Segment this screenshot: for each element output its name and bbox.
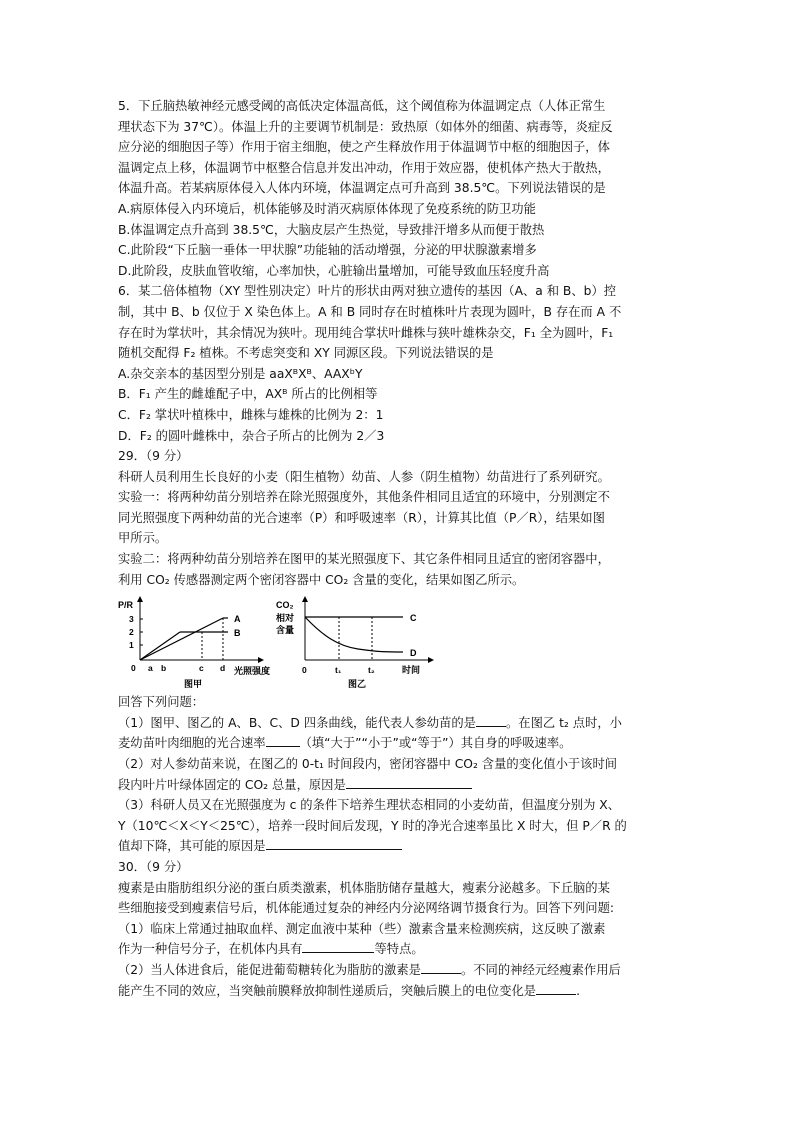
x-tick-label: b (161, 663, 167, 674)
text-line: 制，其中 B、b 仅位于 X 染色体上。A 和 B 同时存在时植株叶片表现为圆叶，B 存在而 A 不 (118, 304, 622, 319)
question-text-block (118, 96, 680, 590)
text-line: 瘦素是由脂肪组织分泌的蛋白质类激素，机体脂肪储存量越大，瘦素分泌越多。下丘脑的某 (118, 880, 610, 895)
text-line: 随机交配得 F₂ 植株。不考虑突变和 XY 同源区段。下列说法错误的是 (118, 346, 494, 361)
text-line: 29．（9 分） (118, 449, 189, 464)
text-line (118, 981, 680, 1002)
x-tick-label: 0 (131, 663, 136, 674)
text-line (118, 775, 680, 796)
answer-section (118, 692, 680, 1001)
text-span: （填“大于”“小于”或“等于”）其自身的呼吸速率。 (299, 736, 572, 751)
text-line: 实验二：将两种幼苗分别培养在图甲的某光照强度下、其它条件相同且适宜的密闭容器中， (118, 552, 610, 567)
text-line: C．F₂ 掌状叶植株中，雌株与雄株的比例为 2：1 (118, 407, 384, 422)
text-line: D.此阶段，皮肤血管收缩，心率加快，心脏输出量增加，可能导致血压轻度升高 (118, 263, 550, 278)
text-line: 理状态下为 37℃）。体温上升的主要调节机制是：致热原（如体外的细菌、病毒等，炎症反 (118, 119, 613, 134)
text-span: 麦幼苗叶肉细胞的光合速率 (118, 736, 266, 751)
figure-jia (118, 596, 270, 689)
text-line (118, 939, 680, 960)
x-tick-label: t₂ (368, 665, 375, 676)
x-tick-label: a (148, 663, 153, 674)
text-span: 能产生不同的效应，当突触前膜释放抑制性递质后，突触后膜上的电位变化是 (118, 983, 537, 998)
text-line (118, 733, 680, 754)
x-axis-label: 光照强度 (234, 666, 271, 677)
x-tick-label: c (199, 663, 204, 674)
series-label-a: A (234, 614, 241, 625)
text-line: 30．（9 分） (118, 860, 189, 874)
text-line: Y（10℃＜X＜Y＜25℃），培养一段时间后发现，Y 时的净光合速率虽比 X 时大，但 P／R 的 (118, 818, 627, 833)
text-line (118, 836, 680, 857)
text-line: 体温升高。若某病原体侵入人体内环境，体温调定点可升高到 38.5℃。下列说法错误的是 (118, 181, 606, 196)
exam-page (118, 96, 680, 1001)
y-axis-arrow (137, 596, 143, 602)
x-tick-label: 0 (302, 665, 307, 676)
text-line (118, 713, 680, 734)
figure-yi (276, 596, 434, 689)
text-line: （1）临床上常通过抽取血样、测定血液中某种（些）激素含量来检测疾病，这反映了激素 (118, 921, 606, 936)
text-span: 。不同的神经元经瘦素作用后 (460, 962, 621, 977)
text-line: 同光照强度下两种幼苗的光合速率（P）和呼吸速率（R），计算其比值（P／R），结果如图 (118, 510, 605, 525)
text-line: 利用 CO₂ 传感器测定两个密闭容器中 CO₂ 含量的变化，结果如图乙所示。 (118, 572, 525, 587)
x-tick-label: d (220, 663, 226, 674)
text-line: 5．下丘脑热敏神经元感受阈的高低决定体温高低，这个阈值称为体温调定点（人体正常生 (118, 99, 606, 113)
answer-blank[interactable] (266, 836, 402, 850)
answer-blank[interactable] (346, 775, 472, 789)
series-d-curve (305, 617, 403, 652)
text-line: 实验一：将两种幼苗分别培养在除光照强度外，其他条件相同且适宜的环境中，分别测定不 (118, 490, 610, 505)
y-tick-label: 1 (129, 640, 134, 651)
series-label-c: C (410, 613, 417, 624)
text-line: 些细胞接受到瘦素信号后，机体能通过复杂的神经内分泌网络调节摄食行为。回答下列问题: (118, 901, 615, 916)
series-b-rise (140, 632, 180, 660)
text-line: 甲所示。 (118, 531, 168, 546)
text-line: 存在时为掌状叶，其余情况为狭叶。现用纯合掌状叶雌株与狭叶雄株杂交，F₁ 全为圆叶，F₁ (118, 325, 614, 340)
y-axis-label-3: 含量 (276, 625, 295, 636)
y-axis-label-2: 相对 (276, 613, 295, 624)
y-axis-label: P/R (118, 600, 134, 611)
x-tick-label: t₁ (335, 665, 342, 676)
text-span: 作为一种信号分子，在机体内具有 (118, 942, 303, 957)
text-span: 段内叶片叶绿体固定的 CO₂ 总量，原因是 (118, 777, 346, 792)
series-label-b: B (234, 628, 241, 639)
answer-blank[interactable] (536, 981, 576, 995)
text-span: （1）图甲、图乙的 A、B、C、D 四条曲线，能代表人参幼苗的是 (118, 715, 476, 730)
y-axis-label-1: CO₂ (276, 600, 294, 611)
text-line: C.此阶段“下丘脑一垂体一甲状腺”功能轴的活动增强，分泌的甲状腺激素增多 (118, 243, 537, 258)
text-line: （3）科研人员又在光照强度为 c 的条件下培养生理状态相同的小麦幼苗，但温度分别为 X、 (118, 798, 621, 813)
series-label-d: D (410, 648, 417, 659)
text-line: （2）对人参幼苗来说，在图乙的 0-t₁ 时间段内，密闭容器中 CO₂ 含量的变化值小于该时间 (118, 757, 618, 772)
text-line: D．F₂ 的圆叶雌株中，杂合子所占的比例为 2／3 (118, 428, 385, 443)
y-axis-arrow (302, 596, 308, 602)
text-line: B.体温调定点升高到 38.5℃，大脑皮层产生热觉，导致排汗增多从而便于散热 (118, 222, 545, 237)
text-line: B．F₁ 产生的雌雄配子中，AXᴮ 所占的比例相等 (118, 387, 378, 402)
text-line: 科研人员利用生长良好的小麦（阳生植物）幼苗、人参（阴生植物）幼苗进行了系列研究。 (118, 469, 610, 484)
text-line: 回答下列问题： (118, 695, 205, 710)
x-axis-label: 时间 (402, 665, 421, 676)
y-tick-label: 2 (129, 627, 134, 638)
text-line: A.病原体侵入内环境后，机体能够及时消灭病原体体现了免疫系统的防卫功能 (118, 201, 536, 216)
text-line: 6．某二倍体植物（XY 型性别决定）叶片的形状由两对独立遗传的基因（A、a 和 B、b）控 (118, 284, 617, 299)
answer-blank[interactable] (476, 713, 506, 727)
answer-blank[interactable] (266, 733, 300, 747)
text-line: A.杂交亲本的基因型分别是 aaXᴮXᴮ、AAXᵇY (118, 366, 363, 381)
text-line (118, 960, 680, 981)
text-span: （2）当人体进食后，能促进葡萄糖转化为脂肪的激素是 (118, 962, 421, 977)
answer-blank[interactable] (421, 960, 461, 974)
figure-title: 图乙 (348, 679, 367, 690)
text-line: 应分泌的细胞因子等）作用于宿主细胞，使之产生释放作用于体温调节中枢的细胞因子，体 (118, 140, 610, 155)
answer-blank[interactable] (302, 939, 374, 953)
series-a-rise (140, 618, 223, 660)
x-axis-arrow (258, 657, 264, 663)
figures (118, 594, 680, 690)
figure-title: 图甲 (184, 679, 203, 690)
x-axis-arrow (428, 657, 434, 663)
figure-row (118, 594, 680, 690)
text-line: 温调定点上移，体温调节中枢整合信息并发出冲动，作用于效应器，使机体产热大于散热， (118, 160, 610, 175)
text-span: 值却下降，其可能的原因是 (118, 839, 266, 854)
text-span: . (576, 983, 581, 998)
text-span: 等特点。 (374, 942, 424, 957)
y-tick-label: 3 (129, 614, 134, 625)
text-span: 。在图乙 t₂ 点时，小 (505, 715, 622, 730)
